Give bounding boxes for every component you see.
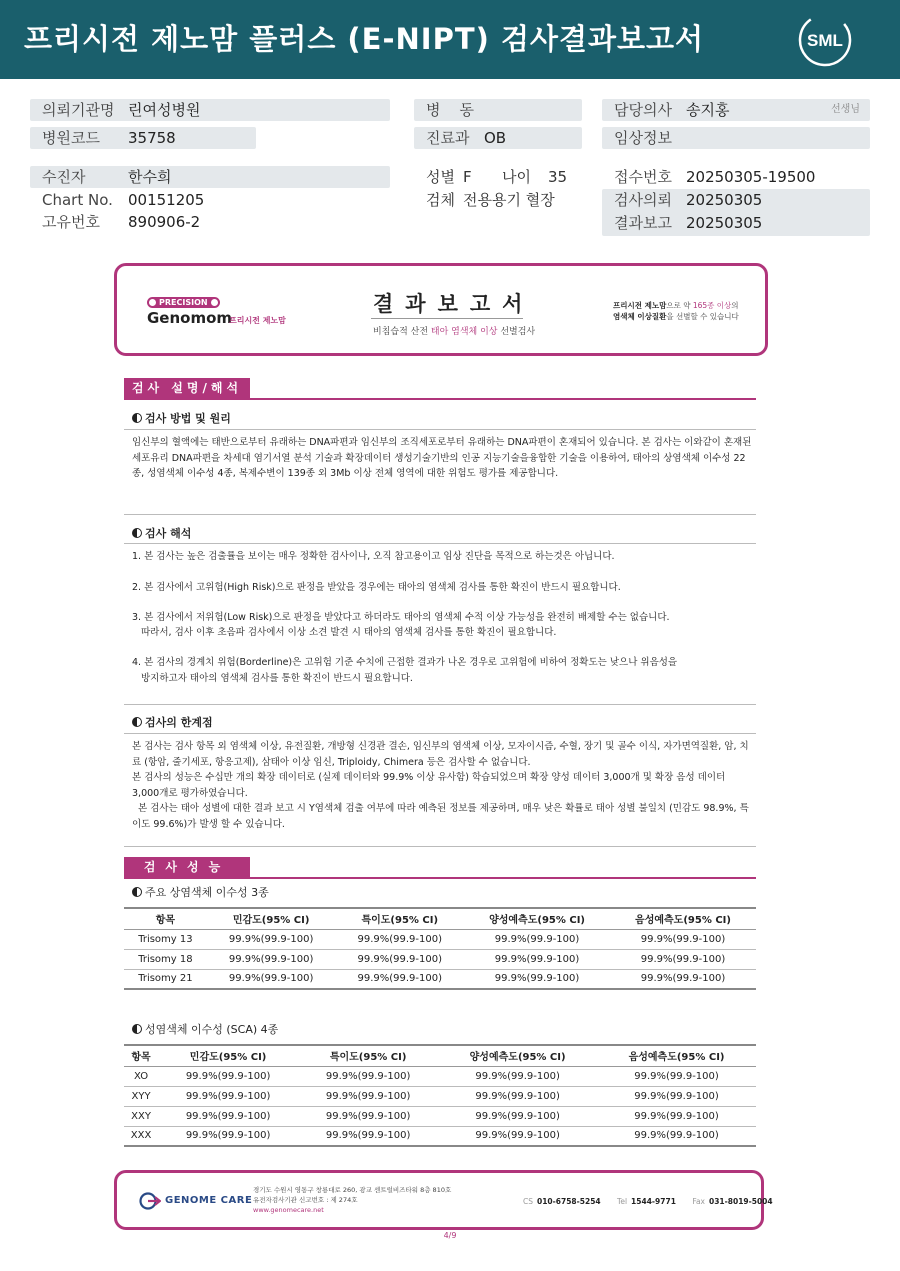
table-value-cell: 99.9%(99.9-100) [298,1066,438,1086]
table-row [124,1086,756,1106]
department-label: 진료과 [426,129,470,147]
sex-label: 성별 [426,168,455,186]
chart-no-field [30,189,256,211]
table-header-cell: 음성예측도(95% CI) [610,908,756,929]
table2-heading: 성염색체 이수성 (SCA) 4종 [132,1021,278,1037]
table-value-cell: 99.9%(99.9-100) [438,1086,597,1106]
table-row [124,929,756,949]
table-row [124,1126,756,1146]
table-header-cell: 특이도(95% CI) [298,1045,438,1066]
divider [124,543,756,544]
header-bar [0,0,900,79]
unique-id-value: 890906-2 [128,213,201,231]
institution-label: 의뢰기관명 [42,101,115,119]
hospital-code-field [30,127,256,149]
unique-id-field [30,211,256,233]
footer-box [114,1170,773,1230]
table-row [124,1106,756,1126]
limitations-heading: 검사의 한계점 [132,714,213,730]
chart-no-label: Chart No. [42,191,113,209]
half-circle-icon [132,528,142,538]
genomom-brand-sub: 프리시전 제노맘 [229,316,286,325]
ward-field [414,99,582,121]
receipt-value: 20250305-19500 [686,168,816,186]
method-text: 임신부의 혈액에는 태반으로부터 유래하는 DNA파편과 임신부의 조직세포로부터 유래하는 DNA파편이 혼재되어 있습니다. 본 검사는 이와같이 혼재된 세포유리 DNA파편을 차세대 염기서열 분석 기술과 확장데이터 생성기술기반의 인공 지능기술을융합한 기술을 이용하여, 태아의 상염색체 이수성 22종, 성염색체 이수성 4종, 복제수변이 139종 외 3Mb 이상 전체 영역에 대한 위험도 평가를 제공합니다. [132,437,752,479]
sml-logo-text: SML [807,31,843,50]
specimen-label: 검체 [426,191,455,209]
banner-tagline: 프리시전 제노맘으로 약 165종 이상의 염색체 이상질환을 선별할 수 있습니다 [613,301,739,321]
sex-value: F [463,168,472,186]
limitations-text-2: 본 검사의 성능은 수십만 개의 확장 데이터로 (실제 데이터와 99.9% 이상 유사함) 학습되었으며 확장 양성 데이터 3,000개 및 확장 음성 데이터 3,000개로 평가하였습니다. [132,772,726,799]
table-header-cell: 음성예측도(95% CI) [597,1045,756,1066]
receipt-field [602,166,870,188]
table-value-cell: 99.9%(99.9-100) [464,949,610,969]
table-value-cell: 99.9%(99.9-100) [335,929,464,949]
table-header-cell: 항목 [124,1045,158,1066]
table-value-cell: 99.9%(99.9-100) [335,949,464,969]
section-rule [124,877,756,879]
divider [124,733,756,734]
table-item-cell: Trisomy 18 [124,949,207,969]
age-value: 35 [548,168,568,186]
table-row [124,969,756,989]
interpretation-item-3a: 3. 본 검사에서 저위험(Low Risk)으로 판정을 받았다고 하더라도 태아의 염색체 수적 이상 가능성을 완전히 배제할 수는 없습니다. [132,612,670,623]
patient-field [30,166,390,188]
table-value-cell: 99.9%(99.9-100) [298,1086,438,1106]
limitations-text-1: 본 검사는 검사 항목 외 염색체 이상, 유전질환, 개방형 신경관 결손, 임신부의 염색체 이상, 모자이시즘, 수혈, 장기 및 골수 이식, 자가면역질환, 암, 치료 (항암, 줄기세포, 항응고제), 삼태아 이상 임신, Triploidy, Chimera 등은 검사할 수 없습니다. [132,741,749,768]
half-circle-icon [132,717,142,727]
table-item-cell: XO [124,1066,158,1086]
request-report-field [602,189,870,236]
footer-contact: CS 010-6758-5254 Tel 1544-9771 Fax 031-8019-5004 [523,1197,773,1206]
divider [124,514,756,515]
sml-logo-icon [798,13,852,67]
table-value-cell: 99.9%(99.9-100) [610,929,756,949]
table1-heading: 주요 상염색체 이수성 3종 [132,884,269,900]
half-circle-icon [132,413,142,423]
doctor-label: 담당의사 [614,101,672,119]
report-title: 프리시전 제노맘 플러스 (E-NIPT) 검사결과보고서 [24,22,705,56]
department-value: OB [484,129,507,147]
genomom-banner [114,263,768,356]
interpretation-item-3b: 따라서, 검사 이후 초음파 검사에서 이상 소견 발견 시 태아의 염색체 검사를 통한 확진이 필요합니다. [141,627,557,638]
table-value-cell: 99.9%(99.9-100) [438,1106,597,1126]
table-value-cell: 99.9%(99.9-100) [464,969,610,989]
table-value-cell: 99.9%(99.9-100) [597,1086,756,1106]
precision-pill: PRECISION [147,297,220,308]
table-value-cell: 99.9%(99.9-100) [298,1106,438,1126]
method-heading: 검사 방법 및 원리 [132,410,231,426]
table-header-cell: 양성예측도(95% CI) [464,908,610,929]
table-value-cell: 99.9%(99.9-100) [438,1126,597,1146]
age-label: 나이 [502,168,531,186]
table-value-cell: 99.9%(99.9-100) [610,969,756,989]
genome-care-name: GENOME CARE [165,1195,253,1206]
table-value-cell: 99.9%(99.9-100) [438,1066,597,1086]
patient-value: 한수희 [128,168,172,186]
hospital-code-value: 35758 [128,129,176,147]
table-value-cell: 99.9%(99.9-100) [158,1126,298,1146]
ward-label: 병 동 [426,101,475,119]
table-value-cell: 99.9%(99.9-100) [464,929,610,949]
interpretation-item-4b: 방지하고자 태아의 염색체 검사를 통한 확진이 반드시 필요합니다. [141,673,413,684]
receipt-label: 접수번호 [614,168,672,186]
table-value-cell: 99.9%(99.9-100) [158,1086,298,1106]
specimen-value: 전용용기 혈장 [463,191,555,209]
clinical-info-label: 임상정보 [614,129,672,147]
page-number: 4/9 [443,1231,457,1240]
table-item-cell: Trisomy 13 [124,929,207,949]
interpretation-heading: 검사 해석 [132,525,191,541]
table-value-cell: 99.9%(99.9-100) [207,969,336,989]
table-value-cell: 99.9%(99.9-100) [597,1106,756,1126]
table-value-cell: 99.9%(99.9-100) [597,1126,756,1146]
doctor-suffix: 선생님 [831,104,860,115]
table-value-cell: 99.9%(99.9-100) [207,929,336,949]
half-circle-icon [132,1024,142,1034]
request-label: 검사의뢰 [614,191,672,209]
patient-label: 수진자 [42,168,86,186]
table-value-cell: 99.9%(99.9-100) [335,969,464,989]
table-value-cell: 99.9%(99.9-100) [597,1066,756,1086]
table-item-cell: XYY [124,1086,158,1106]
table-header-cell: 항목 [124,908,207,929]
interpretation-item-1: 1. 본 검사는 높은 검출률을 보이는 매우 정확한 검사이나, 오직 참고용이고 임상 진단을 목적으로 하는것은 아닙니다. [132,551,615,562]
table-header-cell: 민감도(95% CI) [207,908,336,929]
table-value-cell: 99.9%(99.9-100) [610,949,756,969]
section-rule [124,398,756,400]
divider [124,429,756,430]
divider [124,846,756,847]
table-value-cell: 99.9%(99.9-100) [207,949,336,969]
table-value-cell: 99.9%(99.9-100) [158,1106,298,1126]
table-header-cell: 특이도(95% CI) [335,908,464,929]
banner-subtitle: 비침습적 산전 태아 염색체 이상 선별검사 [373,327,536,337]
section-tab-explanation: 검사 설명/해석 [124,378,250,398]
table-value-cell: 99.9%(99.9-100) [298,1126,438,1146]
autosomal-performance-table [124,907,756,990]
sca-performance-table [124,1044,756,1147]
table-header-cell: 민감도(95% CI) [158,1045,298,1066]
footer-address: 경기도 수원시 영통구 창룡대로 260, 광교 센트럴비즈타워 8층 810호 유전자검사기관 신고번호 : 제 274호 www.genomecare.net [253,1186,452,1214]
request-value: 20250305 [686,191,763,209]
clinical-info-field [602,127,870,149]
genomom-brand: Genomom [147,309,233,327]
institution-field [30,99,390,121]
chart-no-value: 00151205 [128,191,205,209]
doctor-field [602,99,870,121]
table-value-cell: 99.9%(99.9-100) [158,1066,298,1086]
genome-care-logo-icon [139,1192,161,1210]
interpretation-item-2: 2. 본 검사에서 고위험(High Risk)으로 판정을 받았을 경우에는 태아의 염색체 검사를 통한 확진이 반드시 필요합니다. [132,582,621,593]
hospital-code-label: 병원코드 [42,129,100,147]
table-item-cell: XXX [124,1126,158,1146]
report-label: 결과보고 [614,214,672,232]
table-row [124,949,756,969]
institution-value: 린여성병원 [128,101,201,119]
limitations-text-3: 본 검사는 태아 성별에 대한 결과 보고 시 Y염색체 검출 여부에 따라 예측된 정보를 제공하며, 매우 낮은 확률로 태아 성별 불일치 (민감도 98.9%, 특이도 99.6%)가 발생 할 수 있습니다. [132,803,749,830]
table-item-cell: Trisomy 21 [124,969,207,989]
table-row [124,1066,756,1086]
table-item-cell: XXY [124,1106,158,1126]
banner-title: 결과보고서 [373,292,535,316]
section-tab-performance: 검사성능 [124,857,250,877]
interpretation-item-4a: 4. 본 검사의 경계치 위험(Borderline)은 고위험 기준 수치에 근접한 결과가 나온 경우로 고위험에 비하여 정확도는 낮으나 위음성을 [132,657,678,668]
doctor-value: 송지홍 [686,101,730,119]
unique-id-label: 고유번호 [42,213,100,231]
banner-divider [371,318,523,319]
department-field [414,127,582,149]
divider [124,704,756,705]
report-value: 20250305 [686,214,763,232]
table-header-cell: 양성예측도(95% CI) [438,1045,597,1066]
half-circle-icon [132,887,142,897]
footer-website: www.genomecare.net [253,1206,324,1214]
